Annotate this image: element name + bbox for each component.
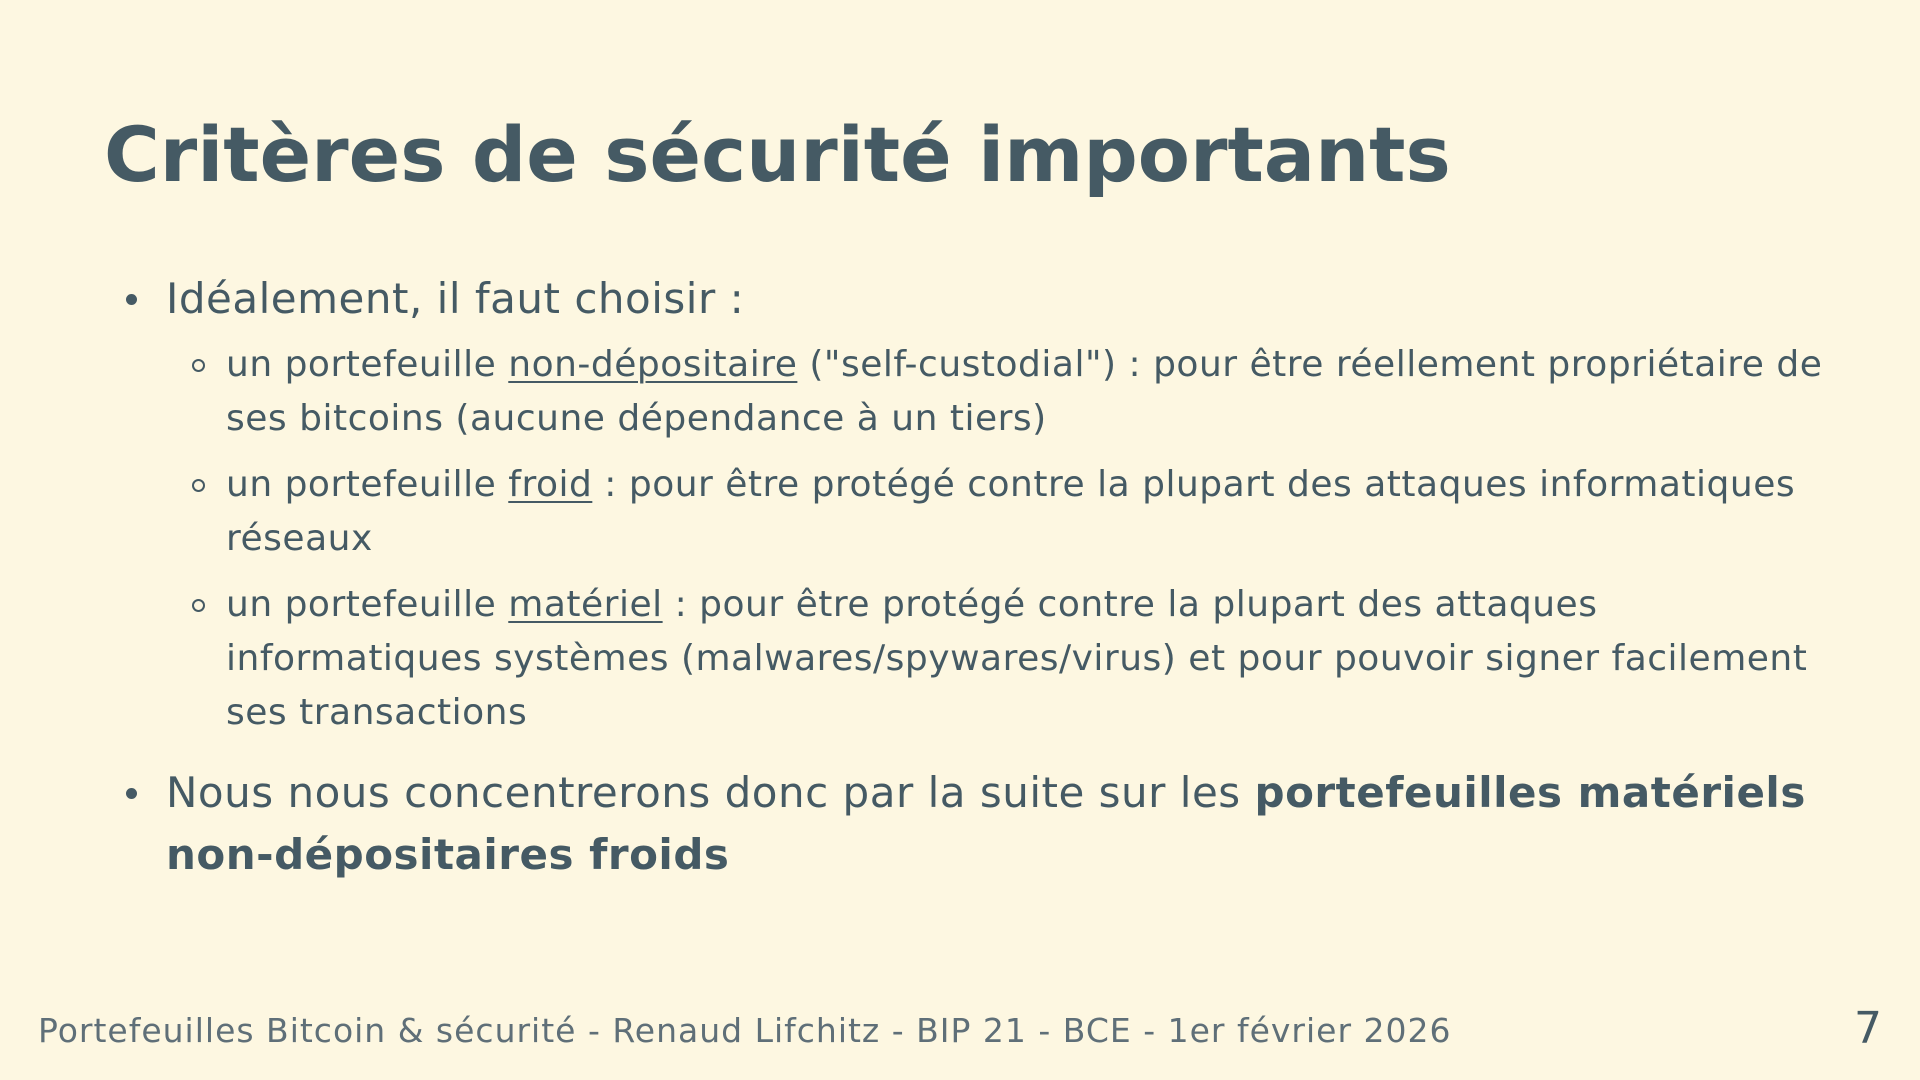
sub-item-prefix: un portefeuille — [226, 344, 509, 385]
term-non-custodial: non-dépositaire — [508, 344, 798, 385]
bullet-choose-criteria-text: Idéalement, il faut choisir : — [166, 274, 745, 323]
bullet-conclusion — [104, 762, 1824, 886]
sub-item-non-custodial — [166, 338, 1824, 446]
sub-item-prefix: un portefeuille — [226, 584, 509, 625]
sub-item-rest: : pour être protégé contre la plupart des attaques informatiques réseaux — [226, 464, 1796, 559]
bullet-list — [104, 268, 1824, 886]
page-number: 7 — [1854, 1003, 1882, 1054]
bullet-choose-criteria — [104, 268, 1824, 740]
slide-footer: Portefeuilles Bitcoin & sécurité - Renaud Lifchitz - BIP 21 - BCE - 1er février 2026 — [38, 1011, 1452, 1050]
slide-title: Critères de sécurité importants — [104, 110, 1451, 199]
term-hardware: matériel — [508, 584, 663, 625]
sub-item-cold — [166, 458, 1824, 566]
sub-item-hardware — [166, 578, 1824, 740]
criteria-sub-list — [166, 338, 1824, 740]
sub-item-rest: : pour être protégé contre la plupart des attaques informatiques systèmes (malwares/spywares/virus) et pour pouvoir signer facilement ses transactions — [226, 584, 1808, 733]
bullet-conclusion-emphasis: portefeuilles matériels non-dépositaires froids — [166, 768, 1806, 879]
bullet-conclusion-text: Nous nous concentrerons donc par la suite sur les — [166, 768, 1255, 817]
term-cold: froid — [508, 464, 593, 505]
sub-item-rest: ("self-custodial") : pour être réellement propriétaire de ses bitcoins (aucune dépendance à un tiers) — [226, 344, 1823, 439]
sub-item-prefix: un portefeuille — [226, 464, 509, 505]
